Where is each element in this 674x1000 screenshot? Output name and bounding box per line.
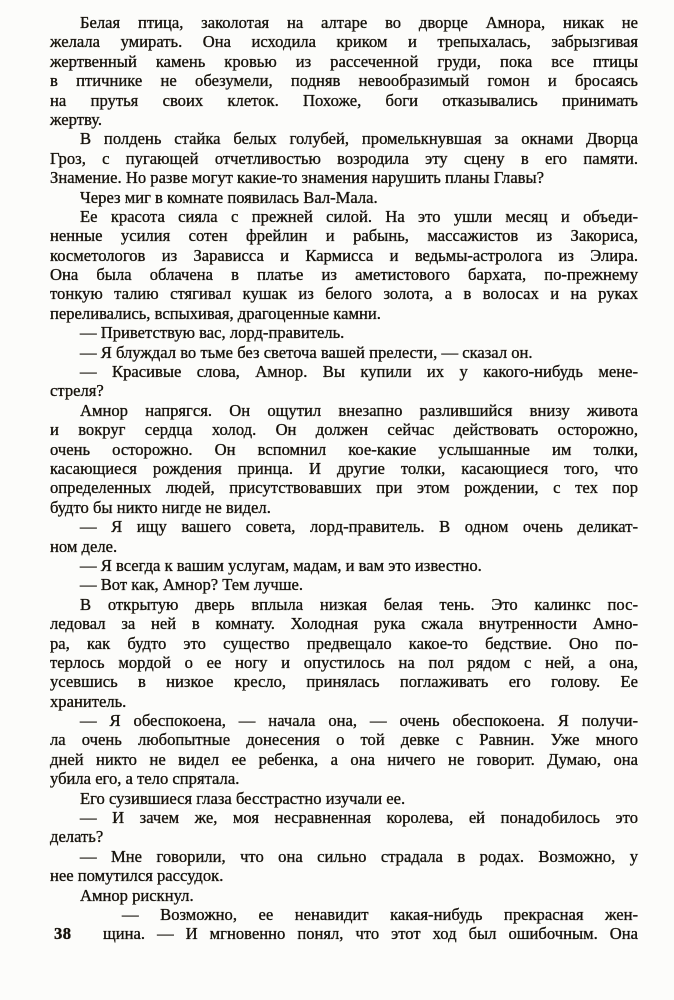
text-line: жертвенный камень кровью из рассеченной груди, пока все птицы <box>50 51 638 71</box>
text-line: ном деле. <box>50 536 118 556</box>
text-line: определенных людей, присутствовавших при этом рождении, с тех пор <box>50 478 638 498</box>
paragraph <box>50 362 638 401</box>
paragraph <box>50 808 638 847</box>
text-line: в птичнике не обезумели, подняв невообразимый гомон и бросаясь <box>50 71 638 91</box>
text-line: тонкую талию стягивал кушак из белого золота, а в волосах и на руках <box>50 284 638 304</box>
paragraph <box>50 575 638 594</box>
paragraph <box>50 129 638 187</box>
footer-text: щина. — И мгновенно понял, что этот ход был ошибочным. Она <box>103 924 638 944</box>
text-line: переливались, вспыхивая, драгоценные камни. <box>50 303 381 323</box>
text-line: делать? <box>50 827 104 847</box>
text-line: и вокруг сердца холод. Он должен сейчас действовать осторожно, <box>50 420 638 440</box>
paragraph <box>50 188 638 207</box>
text-line: на прутья своих клеток. Похоже, боги отказывались принимать <box>50 90 638 110</box>
text-line: стреля? <box>50 381 104 401</box>
text-line: Гроз, с пугающей отчетливостью возродила эту сцену в его памяти. <box>50 148 638 168</box>
text-line: — Красивые слова, Амнор. Вы купили их у какого-нибудь мене- <box>80 362 638 382</box>
text-block <box>50 13 638 944</box>
page-number: 38 <box>54 924 72 944</box>
text-line: усевшись в низкое кресло, принялась поглаживать его голову. Ее <box>50 672 638 692</box>
text-line: Амнор рискнул. <box>80 885 194 905</box>
text-line: — Возможно, ее ненавидит какая-нибудь прекрасная жен- <box>122 904 638 924</box>
text-line: Его сузившиеся глаза бесстрастно изучали ее. <box>80 788 406 808</box>
text-line: В открытую дверь вплыла низкая белая тень. Это калинкс пос- <box>80 594 638 614</box>
text-line: косметологов из Зарависса и Кармисса и ведьмы-астролога из Элира. <box>50 245 638 265</box>
text-line: ледовал за ней в комнату. Холодная рука сжала внутренности Амно- <box>50 614 638 634</box>
text-line: желала умирать. Она исходила криком и трепыхалась, забрызгивая <box>50 32 638 52</box>
paragraph <box>50 517 638 556</box>
text-line: — Я всегда к вашим услугам, мадам, и вам это известно. <box>80 555 482 575</box>
text-line: — Вот как, Амнор? Тем лучше. <box>80 575 304 595</box>
text-line: ла очень любопытные донесения о той девке с Равнин. Уже много <box>50 730 638 750</box>
text-line: нее помутился рассудок. <box>50 866 224 886</box>
text-line: — И зачем же, моя несравненная королева, ей понадобилось это <box>80 808 638 828</box>
text-line: жертву. <box>50 109 102 129</box>
text-line: терлось мордой о ее ногу и опустилось на пол рядом с ней, а она, <box>50 652 638 672</box>
text-line: Знамение. Но разве могут какие-то знамения нарушить планы Главы? <box>50 168 545 188</box>
paragraph <box>50 789 638 808</box>
text-line: Она была облачена в платье из аметистового бархата, по-прежнему <box>50 265 638 285</box>
text-line: Через миг в комнате появилась Вал-Мала. <box>80 187 378 207</box>
paragraph <box>50 886 638 905</box>
paragraph <box>50 323 638 342</box>
text-line: — Мне говорили, что она сильно страдала в родах. Возможно, у <box>80 846 638 866</box>
text-line: — Я ищу вашего совета, лорд-правитель. В одном очень деликат- <box>80 517 638 537</box>
paragraph <box>50 556 638 575</box>
text-line: убила его, а тело спрятала. <box>50 769 240 789</box>
paragraph <box>50 13 638 129</box>
paragraph <box>50 207 638 323</box>
paragraph <box>50 595 638 711</box>
text-line: очень осторожно. Он вспомнил кое-какие услышанные им толки, <box>50 439 638 459</box>
text-line: ра, как будто это существо предвещало какое-то бедствие. Оно по- <box>50 633 638 653</box>
text-line: — Я обеспокоена, — начала она, — очень обеспокоена. Я получи- <box>80 711 638 731</box>
text-line: ненные усилия сотен фрейлин и рабынь, массажистов из Закориса, <box>50 226 638 246</box>
text-line: касающиеся рождения принца. И другие толки, касающиеся того, что <box>50 458 638 478</box>
text-line: Ее красота сияла с прежней силой. На это ушли месяц и объеди- <box>80 206 638 226</box>
footer-line <box>50 924 638 943</box>
paragraph <box>50 711 638 789</box>
paragraph <box>50 905 638 924</box>
paragraph <box>50 401 638 517</box>
text-line: — Приветствую вас, лорд-правитель. <box>80 323 345 343</box>
text-line: Белая птица, заколотая на алтаре во дворце Амнора, никак не <box>80 13 638 32</box>
text-line: дней никто не видел ее ребенка, а она ничего не говорит. Думаю, она <box>50 749 638 769</box>
text-line: будто бы никто нигде не видел. <box>50 497 271 517</box>
text-line: Амнор напрягся. Он ощутил внезапно разлившийся внизу живота <box>80 400 638 420</box>
paragraph <box>50 343 638 362</box>
text-line: В полдень стайка белых голубей, промелькнувшая за окнами Дворца <box>80 129 638 149</box>
paragraph <box>50 847 638 886</box>
text-line: хранитель. <box>50 691 127 711</box>
text-line: — Я блуждал во тьме без светоча вашей прелести, — сказал он. <box>80 342 533 362</box>
